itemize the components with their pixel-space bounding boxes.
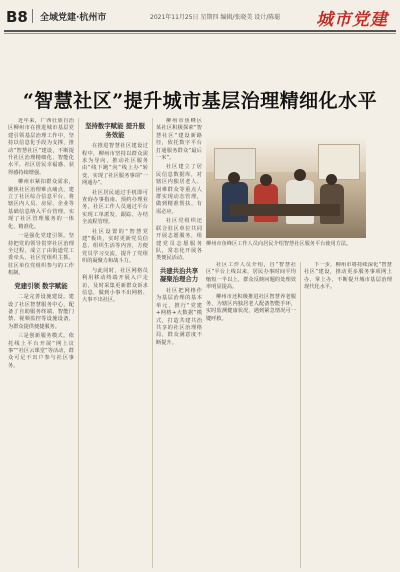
poster-board [318,144,360,180]
paragraph: 柳州市鱼峰区某社区积极探索“智慧社区”建设新路径，依托数字平台打通服务群众“最后一米”。 [156,118,202,162]
paragraph: 社区居民通过手机即可查询办事指南、预约办理业务，社区工作人员通过平台实现工单派发、跟踪、办结全流程管理。 [82,189,148,226]
paragraph: 柳州市还积极推进社区智慧养老服务，为辖区内独居老人配备智能手环，实时监测健康状况，遇到紧急情况可一键呼救。 [206,293,296,322]
paragraph: 下一步，柳州市将持续深化“智慧社区”建设，推动更多服务事项网上办、掌上办，不断提升城市基层治理现代化水平。 [304,262,392,291]
column-rule [152,118,153,568]
paragraph: 二是完善设施建设。建设了社区智慧服务中心，配备了自助服务终端、智能门禁、视频监控等设施设备，为群众提供便捷服务。 [8,294,74,330]
news-photo [206,138,366,238]
page-number: B8 [6,8,28,26]
column-rule [300,262,301,568]
article-column-4b [304,262,392,568]
photo-caption: 柳州市鱼峰区工作人员向居民介绍智慧社区服务平台使用方法。 [206,241,352,247]
subheading: 共建共治共享 凝聚治理合力 [159,266,199,284]
paragraph: 柳州市紧扣群众需求，聚焦社区治理难点痛点，建立了社区综合信息平台，将辖区内人员、房屋、企业等基础信息纳入平台管理，实现了社区管理服务的一体化、精准化。 [8,179,74,230]
paragraph: 近年来，广西壮族自治区柳州市在推进城市基层党建引领基层治理工作中，坚持以信息化手段为支撑，推动“智慧社区”建设，不断提升社区治理精细化、智能化水平，社区居民幸福感、获得感持续增强。 [8,118,74,176]
paragraph: 社区工作人员介绍，自“智慧社区”平台上线以来，居民办事时间平均缩短一半以上，群众反映问题的处理效率明显提高。 [206,262,296,291]
column-rule [78,118,79,568]
article-column-1 [8,118,74,568]
paragraph: 社区设置的“智慧党建”板块，实时更新党员信息、组织生活等内容，方便党员学习交流，提升了党组织的凝聚力和战斗力。 [82,228,148,265]
paragraph: 社区建立了居民信息数据库，对辖区内独居老人、困难群众等重点人群实现动态管理，做到精准帮扶、有需必应。 [156,164,202,215]
article-column-2 [82,118,148,568]
paragraph: 与此同时，社区网格员利用移动终端开展入户走访，及时采集更新群众诉求信息，做到小事不出网格、大事不出社区。 [82,267,148,304]
dateline: 2021年11月25日 星期四 编辑/张晓美 设计/陈聪 [150,14,281,21]
article-column-3 [156,118,202,568]
header-rule-thin [4,33,396,34]
article-headline: “智慧社区”提升城市基层治理精细化水平 [22,90,378,112]
masthead-logo: 城市党建 [316,10,388,30]
subheading: 坚持数字赋能 提升服务效能 [85,122,145,139]
section-title: 全域党建·杭州市 [40,13,107,23]
article-column-4a [206,262,296,568]
header-rule [4,30,396,32]
subheading: 党建引领 数字赋能 [14,281,68,290]
paragraph: 在推进智慧社区建设过程中，柳州市坚持以群众需求为导向，推动社区服务由“线下跑”向“线上办”转变，实现了社区服务事项“一网通办”。 [82,143,148,187]
paragraph: 社区把网格作为基层治理的基本单元，推行“党建+网格+大数据”模式，打造共建共治共享的社区治理格局，群众满意度不断提升。 [156,287,202,346]
header-divider [32,9,33,23]
article-column-right [370,118,396,258]
paragraph: 社区党组织还联合驻区单位共同开展志愿服务，组建党员志愿服务队，常态化开展各类便民活动。 [156,218,202,262]
paragraph: 一是强化党建引领。坚持把党的领导贯穿社区治理全过程，成立了由街道党工委牵头、社区党组织主抓、驻区单位党组织参与的工作机制。 [8,233,74,277]
paragraph: 三是创新服务模式。依托线上平台开展“网上议事”“社区云课堂”等活动，群众可足不出户参与社区事务。 [8,333,74,369]
